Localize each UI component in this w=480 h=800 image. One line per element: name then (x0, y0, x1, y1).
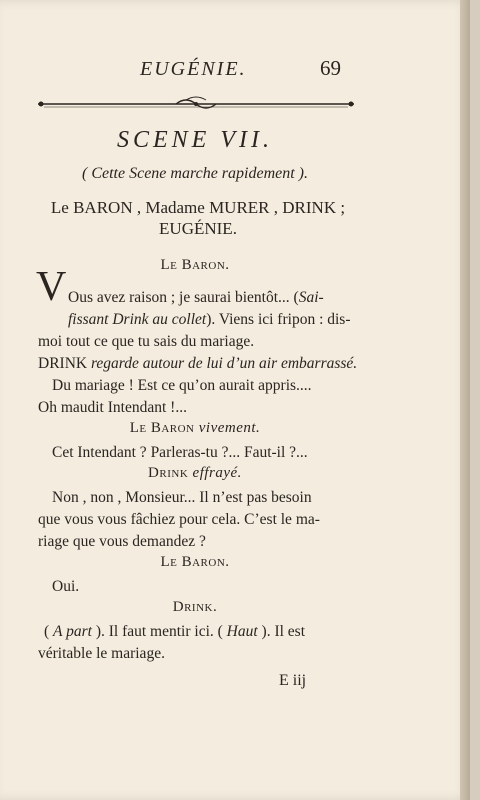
speaker-baron-2: Le Baron. (160, 554, 230, 570)
text-span-italic: regarde autour de lui d’un air embarrassé. (87, 355, 358, 372)
text-span: Ous avez raison ; je saurai bientôt... ( (68, 289, 299, 306)
speaker-name: Le Baron (129, 420, 195, 436)
running-head (0, 58, 470, 82)
text-span-italic: Sai- (298, 289, 324, 306)
cast-line-2: EUGÉNIE. (159, 219, 237, 238)
text-span: ). Il est (257, 623, 306, 640)
cast-line-1: Le BARON , Madame MURER , DRINK ; (50, 198, 346, 217)
text-line: que vous vous fâchiez pour cela. C’est le ma- (38, 511, 320, 528)
text-line (44, 621, 362, 643)
stage-direction: ( Cette Scene marche rapidement ). (82, 165, 308, 182)
speaker-baron-vivement (0, 420, 390, 437)
speaker-name: DRINK (38, 355, 88, 372)
text-line: Du mariage ! Est ce qu’on aurait appris.... (52, 377, 312, 394)
text-line: moi tout ce que tu sais du mariage. (38, 333, 255, 350)
text-span: ( (44, 623, 54, 640)
text-line: Non , non , Monsieur... Il n’est pas besoin (52, 489, 312, 506)
text-line: Oh maudit Intendant !... (38, 399, 187, 416)
text-span-italic: A part (53, 623, 92, 640)
ornamental-rule (36, 94, 356, 114)
text-span: ). Il faut mentir ici. ( (91, 623, 227, 640)
speaker-drink-effraye (0, 465, 390, 482)
speaker-baron: Le Baron. (160, 257, 230, 273)
text-line (68, 287, 356, 309)
text-line: Oui. (52, 578, 80, 595)
drop-cap: V (36, 264, 67, 310)
speaker-drink: Drink. (172, 599, 218, 615)
speaker-direction: vivement. (194, 420, 261, 436)
cast-list (38, 197, 358, 239)
text-line: Cet Intendant ? Parleras-tu ?... Faut-il ?... (52, 444, 308, 461)
scene-title: SCENE VII. (117, 127, 273, 153)
running-head-title: EUGÉNIE. (140, 58, 247, 80)
text-line (68, 309, 356, 331)
stage-direction-line (38, 353, 356, 375)
speaker-name: Drink (148, 465, 189, 481)
speaker-direction: effrayé. (188, 465, 242, 481)
text-span-italic: Haut (226, 623, 258, 640)
page-number: 69 (320, 56, 341, 80)
text-span: ). Viens ici fripon : dis- (206, 311, 351, 328)
page-edge (460, 0, 470, 800)
text-line: véritable le mariage. (38, 645, 165, 662)
signature-mark: E iij (279, 672, 307, 689)
text-line: riage que vous demandez ? (38, 533, 206, 550)
text-span-italic: fissant Drink au collet (68, 311, 207, 328)
